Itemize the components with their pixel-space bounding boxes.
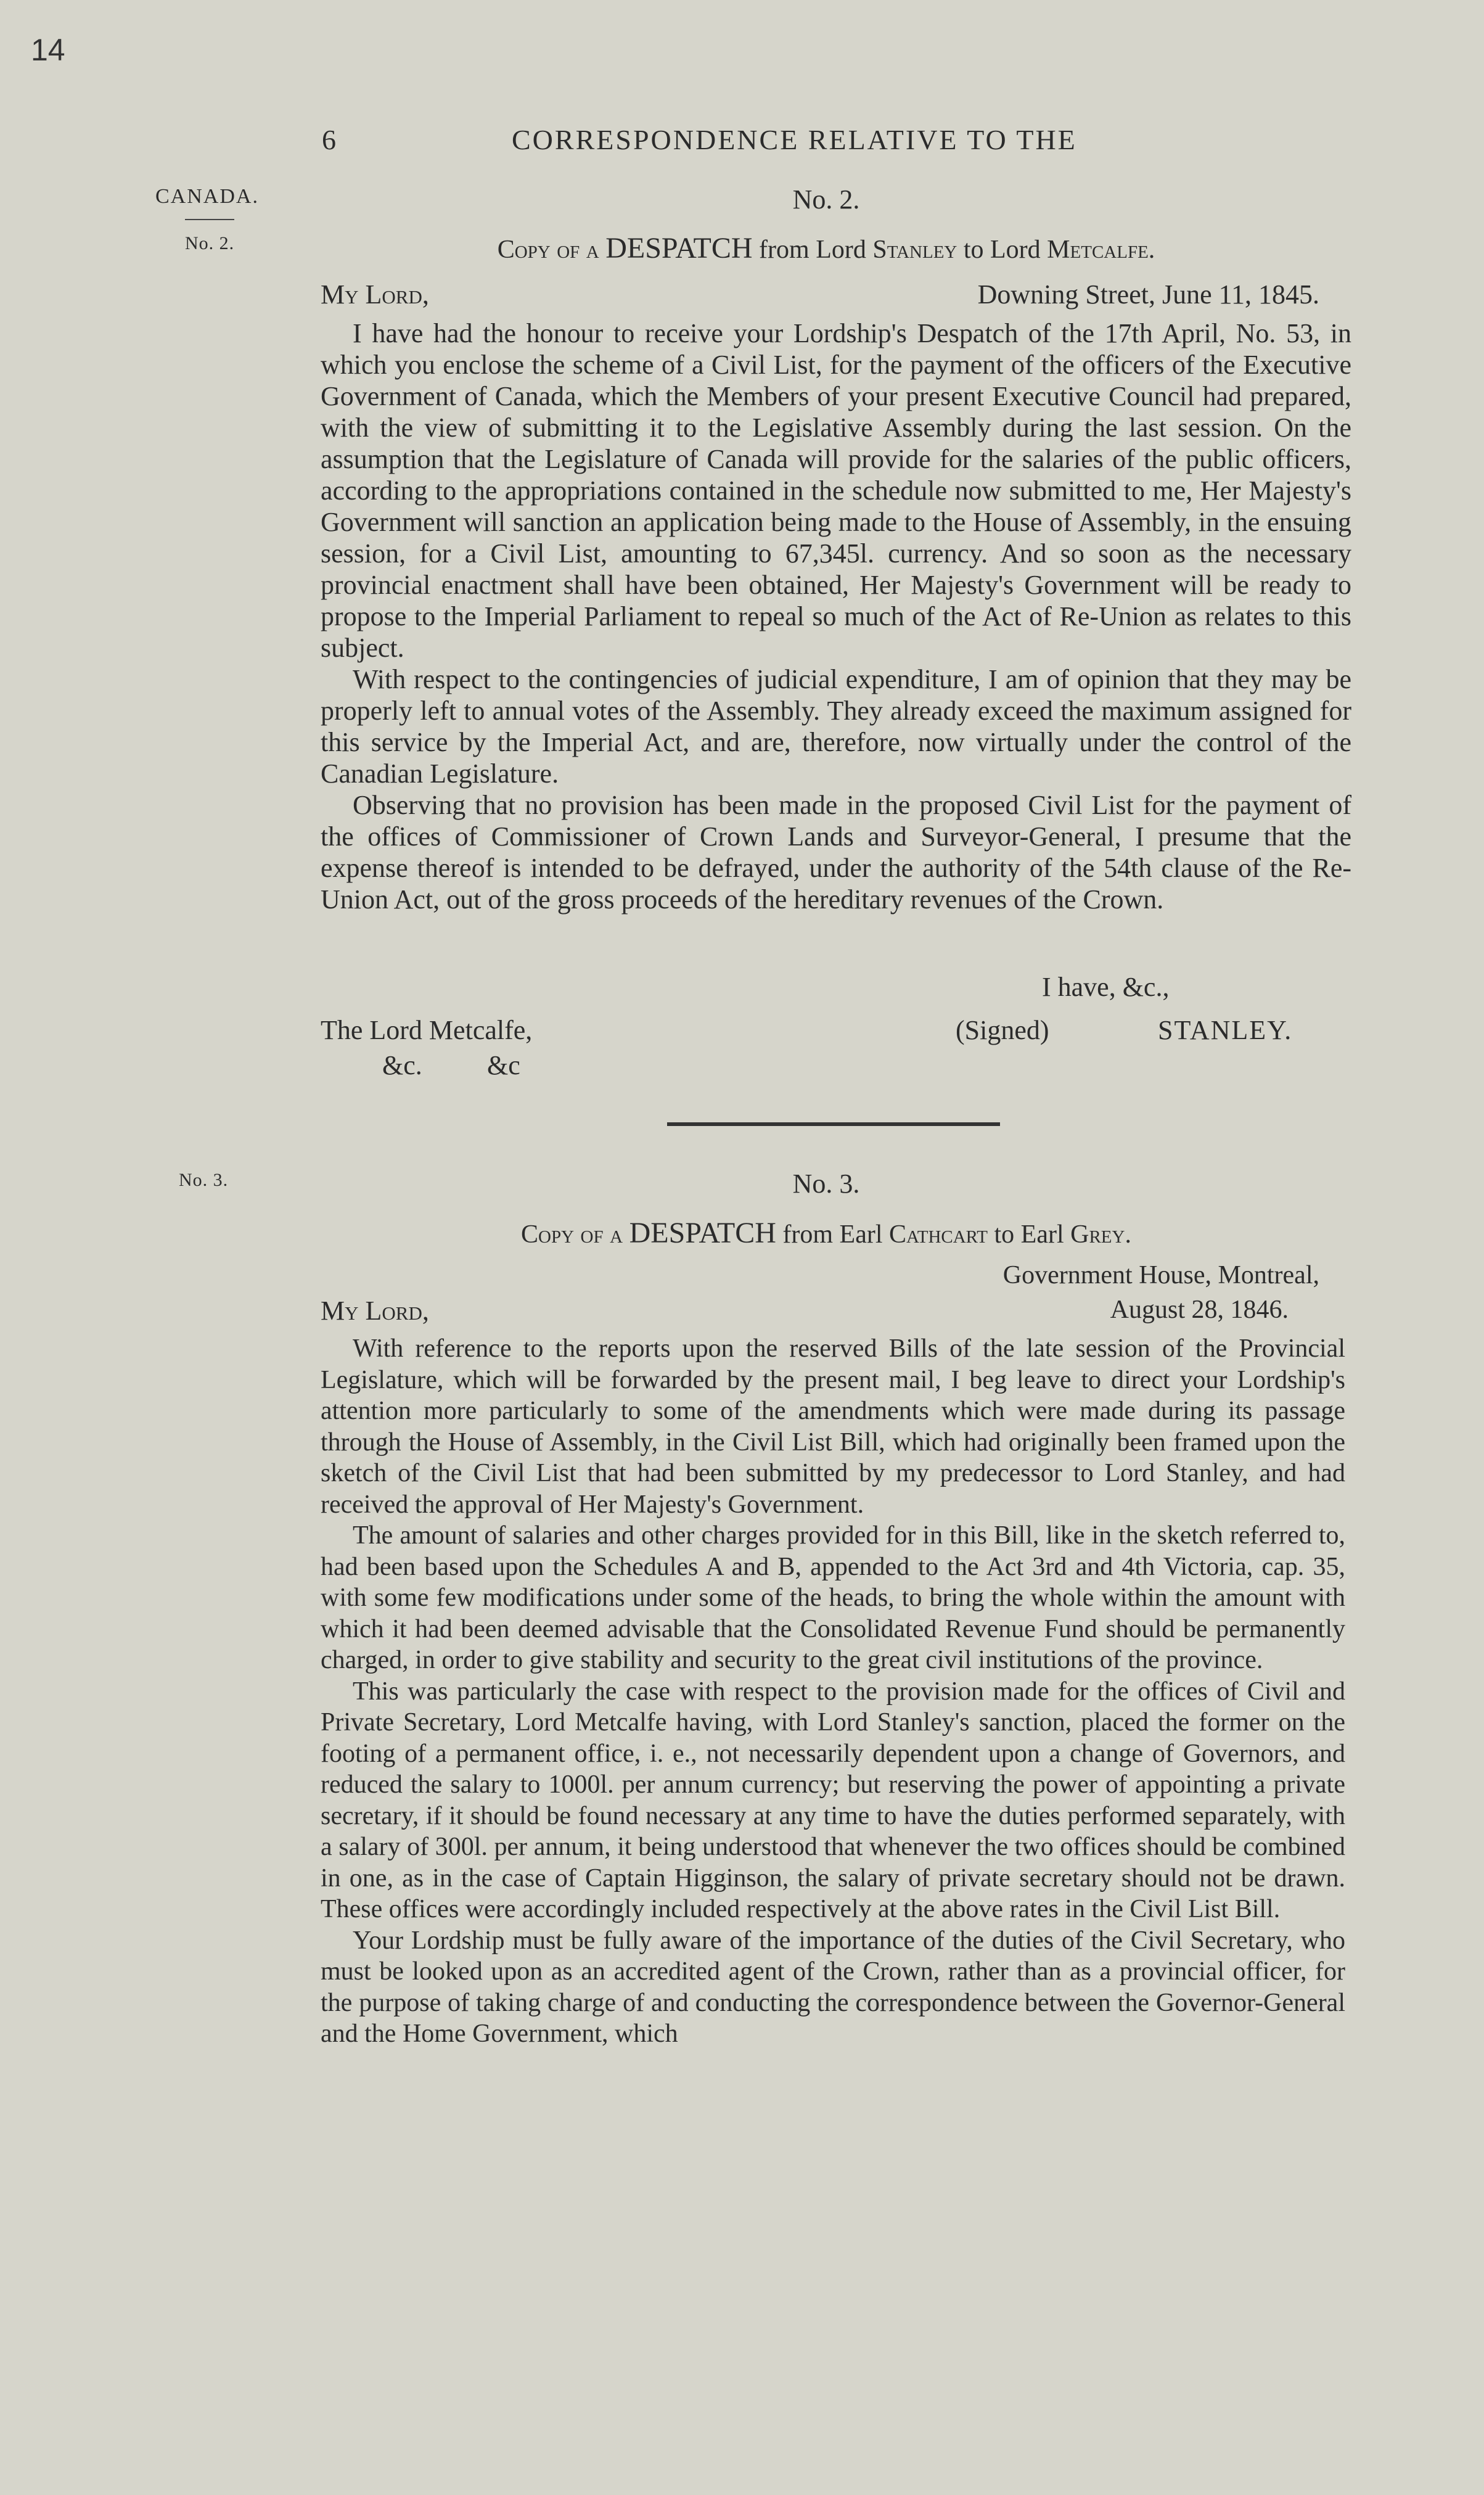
margin-note-no2: No. 2. <box>185 233 235 253</box>
paragraph: Observing that no provision has been made in the proposed Civil List for the payment of the offices of Commissioner of Crown Lands and Surveyor-General, I presume that the expense thereof is intended to be defrayed, under the authority of the 54th clause of the Re-Union Act, out of the gross proceeds of the hereditary revenues of the Crown. <box>321 790 1351 915</box>
section-divider <box>667 1122 1000 1126</box>
title-to: to Earl <box>994 1220 1064 1249</box>
etc-2: &c <box>487 1050 520 1080</box>
title-prefix: Copy of a <box>521 1220 623 1249</box>
title-prefix: Copy of a <box>497 236 599 264</box>
margin-country: CANADA. <box>155 185 259 208</box>
title-from: from Lord <box>759 236 866 264</box>
running-title: CORRESPONDENCE RELATIVE TO THE <box>512 124 1077 155</box>
paragraph: I have had the honour to receive your Lordship's Despatch of the 17th April, No. 53, in which you enclose the scheme of a Civil List, for the payment of the officers of the Executive Government of Canada, which the Members of your present Executive Council had prepared, with the view of submitting it to the Legislative Assembly during the last session. On the assumption that the Legislature of Canada will provide for the salaries of the public officers, according to the appropriations contained in the schedule now submitted to me, Her Majesty's Government will sanction an application being made to the House of Assembly, in the ensuing session, for a Civil List, amounting to 67,345l. currency. And so soon as the necessary provincial enactment shall have been obtained, Her Majesty's Government will be ready to propose to the Imperial Parliament to repeal so much of the Act of Re-Union as relates to this subject. <box>321 318 1351 663</box>
despatch-2-number: No. 2. <box>792 184 860 215</box>
despatch-2-body <box>321 318 1351 915</box>
title-word: DESPATCH <box>605 232 753 265</box>
despatch-3-title <box>321 1216 1332 1250</box>
page-number: 6 <box>322 124 336 155</box>
signed-label: (Signed) <box>956 1015 1049 1045</box>
despatch-2-title <box>321 231 1332 265</box>
despatch-3-body <box>321 1333 1345 2050</box>
despatch-3-place: Government House, Montreal, <box>1002 1261 1319 1289</box>
sender: Cathcart <box>888 1220 988 1249</box>
despatch-3-number: No. 3. <box>792 1169 860 1199</box>
paragraph: This was particularly the case with respect to the provision made for the offices of Civil and Private Secretary, Lord Metcalfe having, with Lord Stanley's sanction, placed the former on the footing of a permanent office, i. e., not necessarily dependent upon a change of Governors, and reduced the salary to 1000l. per annum currency; but reserving the power of appointing a private secretary, if it should be found necessary at any time to have the duties performed separately, with a salary of 300l. per annum, it being understood that whenever the two offices should be combined in one, as in the case of Captain Higginson, the salary of private secretary should not be drawn. These offices were accordingly included respectively at the above rates in the Civil List Bill. <box>321 1677 1345 1923</box>
addressee: The Lord Metcalfe, <box>321 1015 533 1045</box>
title-to: to Lord <box>963 236 1041 264</box>
despatch-2-date: Downing Street, June 11, 1845. <box>977 279 1319 310</box>
recipient: Grey. <box>1070 1220 1131 1249</box>
title-word: DESPATCH <box>629 1217 776 1249</box>
recipient: Metcalfe. <box>1047 236 1155 264</box>
despatch-3-date: August 28, 1846. <box>1110 1296 1289 1324</box>
paragraph: With respect to the contingencies of judicial expenditure, I am of opinion that they may be properly left to annual votes of the Assembly. They already exceed the maximum assigned for this service by the Imperial Act, and are, therefore, now virtually under the control of the Canadian Legislature. <box>321 664 1351 789</box>
etc-1: &c. <box>382 1050 422 1080</box>
despatch-2-salutation: My Lord, <box>321 279 429 310</box>
margin-rule <box>185 219 234 220</box>
despatch-3-salutation: My Lord, <box>321 1296 429 1326</box>
paragraph: With reference to the reports upon the reserved Bills of the late session of the Provincial Legislature, which will be forwarded by the present mail, I beg leave to direct your Lordship's attention more particularly to some of the amendments which were made during its passage through the House of Assembly, in the Civil List Bill, which had originally been framed upon the sketch of the Civil List that had been submitted by my predecessor to Lord Stanley, and had received the approval of Her Majesty's Government. <box>321 1334 1345 1519</box>
title-from: from Earl <box>782 1220 883 1249</box>
folio-number: 14 <box>31 33 65 67</box>
margin-note-no3: No. 3. <box>179 1170 229 1190</box>
closing-line: I have, &c., <box>1042 972 1170 1002</box>
paragraph: Your Lordship must be fully aware of the importance of the duties of the Civil Secretary, who must be looked upon as an accredited agent of the Crown, rather than as a provincial officer, for the purpose of taking charge of and conducting the correspondence between the Governor-General and the Home Government, which <box>321 1926 1345 2048</box>
sender: Stanley <box>872 236 957 264</box>
paragraph: The amount of salaries and other charges provided for in this Bill, like in the sketch referred to, had been based upon the Schedules A and B, appended to the Act 3rd and 4th Victoria, cap. 35, with some few modifications under some of the heads, to bring the whole within the amount with which it had been deemed advisable that the Consolidated Revenue Fund should be permanently charged, in order to give stability and security to the great civil institutions of the province. <box>321 1521 1345 1674</box>
signature: STANLEY. <box>1158 1015 1293 1045</box>
